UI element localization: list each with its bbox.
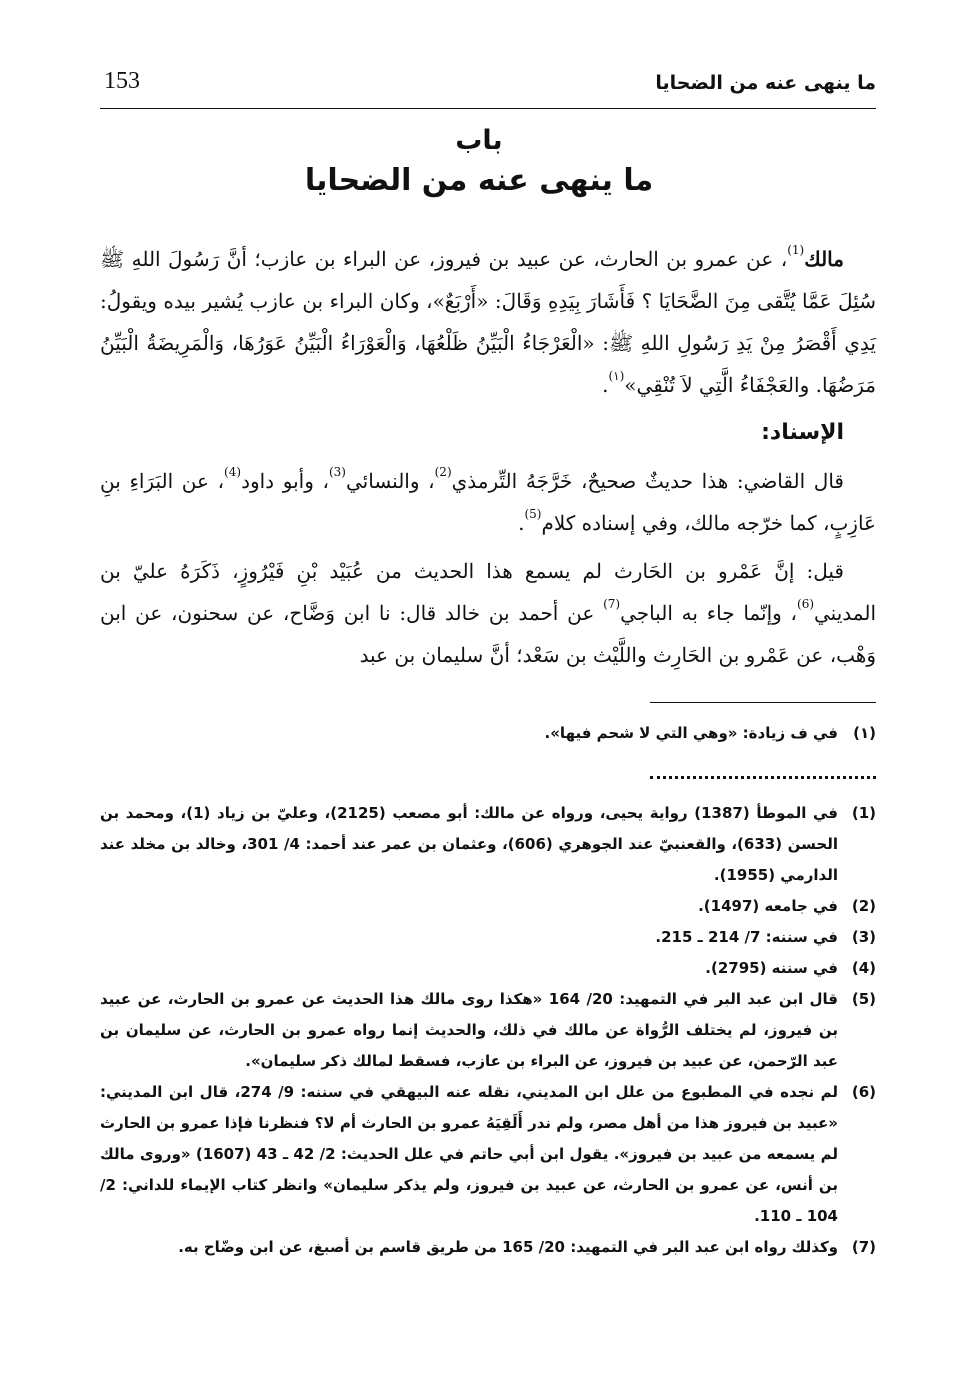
punctuation: . <box>518 511 525 535</box>
footnote-text: في جامعه (1497). <box>698 897 838 915</box>
commentary-text: ، عن البَرَاءِ بنِ عَازِبٍ، كما خرّجه مالك، وفي إسناده كلام <box>100 469 876 535</box>
footnote-ref[interactable]: (3) <box>328 465 346 480</box>
footnote-text: في ف زيادة: «وهي التي لا شحم فيها». <box>544 724 838 742</box>
footnote-item <box>100 953 876 984</box>
footnote-item <box>100 1232 876 1263</box>
footnote-number: (7) <box>851 1238 876 1256</box>
footnote-ref[interactable]: (4) <box>224 465 242 480</box>
footnote-text: في سننه (2795). <box>705 959 838 977</box>
source-footnotes <box>100 798 876 1263</box>
hadith-text: ، عن عمرو بن الحارث، عن عبيد بن فيروز، عن البراء بن عازب؛ أنَّ رَسُولَ اللهِ ﷺ سُئِلَ عَمَّا يُتَّقى مِنَ الضَّحَايَا ؟ فَأَشَارَ بِيَدِهِ وَقَالَ: «أَرْبَعٌ»، وكان البراء بن عازب يُشير بيده ويقولُ: يَدِي أَقْصَرُ مِنْ يَدِ رَسُولِ اللهِ ﷺ: «الْعَرْجَاءُ الْبَيِّنُ ظَلْعُهَا، وَالْعَوْرَاءُ الْبَيِّنُ عَوَرُهَا، وَالْمَرِيضَةُ الْبَيِّنُ مَرَضُهَا. والعَجْفَاءُ الَّتِي لاَ تُنْقِي» <box>100 247 876 397</box>
running-title: ما ينهى عنه من الضحايا <box>655 72 876 94</box>
chapter-label: باب <box>455 125 503 156</box>
footnote-number: (4) <box>851 959 876 977</box>
commentary-text: ، وإنّما جاء به الباجي <box>620 601 797 625</box>
hadith-paragraph <box>100 238 876 406</box>
footnote-item <box>100 1077 876 1232</box>
footnote-ref[interactable]: (5) <box>524 507 542 522</box>
dotted-divider <box>650 776 876 779</box>
footnote-text: في سننه: 7/ 214 ـ 215. <box>655 928 838 946</box>
commentary-text: قال القاضي: هذا حديثٌ صحيحٌ، خَرَّجَهُ التِّرمذي <box>451 469 844 493</box>
commentary-text: عن أحمد بن خالد قال: نا ابن وَضَّاح، عن سحنون، عن ابن وَهْب، عن عَمْرو بن الحَارِث واللَّيْث بن سَعْد؛ أنَّ سليمان بن عبد <box>100 601 876 667</box>
running-header <box>100 62 876 109</box>
footnote-number: (١) <box>853 724 876 742</box>
commentary-text: ، وأبو داود <box>241 469 329 493</box>
variant-footnotes <box>100 718 876 748</box>
footnote-text: في الموطأ (1387) رواية يحيى، ورواه عن مالك: أبو مصعب (2125)، وعليّ بن زياد (1)، ومحمد بن الحسن (633)، والقعنبيّ عند الجوهري (606)، وعثمان بن عمر عند أحمد: 4/ 301، وخالد بن مخلد عند الدارمي (1955). <box>100 804 839 884</box>
chapter-title: ما ينهى عنه من الضحايا <box>304 163 654 198</box>
footnote-number: (3) <box>851 928 876 946</box>
footnote-item <box>100 922 876 953</box>
footnote-item <box>100 891 876 922</box>
footnote-ref[interactable]: (6) <box>797 597 815 612</box>
footnote-item <box>100 984 876 1077</box>
footnote-item <box>100 718 876 748</box>
main-text <box>100 238 876 682</box>
footnote-item <box>100 798 876 891</box>
footnote-ref[interactable]: (2) <box>434 465 452 480</box>
isnad-heading: الإسناد: <box>761 420 844 445</box>
footnote-text: لم نجده في المطبوع من علل ابن المديني، نقله عنه البيهقي في سننه: 9/ 274، قال ابن المديني: «عبيد بن فيروز هذا من أهل مصر، ولم ندر أَلَقِيَهُ عمرو بن الحارث أم لا؟ فنظرنا فإذا عمرو بن الحارث لم يسمعه من عبيد بن فيروز». يقول ابن أبي حاتم في علل الحديث: 2/ 42 ـ 43 (1607) «وروى مالك بن أنس، عن عمرو بن الحارث، عن عبيد بن فيروز، ولم يذكر سليمان» وانظر كتاب الإيماء للداني: 2/ 104 ـ 110. <box>100 1083 839 1225</box>
commentary-text: قيل: إنَّ عَمْرو بن الحَارث لم يسمع هذا الحديث من عُبَيْد بْنِ فَيْرُوزٍ، ذَكَرَهُ عليّ بن المديني <box>100 559 876 625</box>
footnote-ref[interactable]: (7) <box>603 597 621 612</box>
commentary-text: ، والنسائي <box>345 469 435 493</box>
footnote-ref[interactable]: (١) <box>608 369 625 384</box>
footnote-number: (2) <box>851 897 876 915</box>
narrator-name: مالك <box>804 247 844 271</box>
footnote-text: قال ابن عبد البر في التمهيد: 20/ 164 «هكذا روى مالك هذا الحديث عن عمرو بن الحارث، عن عبيد بن فيروز، لم يختلف الرُّواة عن مالك في ذلك، والحديث إنما رواه عمرو بن الحارث، عن سليمان بن عبد الرّحمن، عن عبيد بن فيروز، عن البراء بن عازب، فسقط لمالك ذكر سليمان». <box>100 990 839 1070</box>
footnote-divider <box>650 702 876 703</box>
footnote-text: وكذلك رواه ابن عبد البر في التمهيد: 20/ 165 من طريق قاسم بن أصبغ، عن ابن وضّاح به. <box>178 1238 838 1256</box>
footnote-number: (1) <box>851 804 876 822</box>
footnote-number: (5) <box>851 990 876 1008</box>
footnote-ref[interactable]: (1) <box>787 243 805 258</box>
page-number: 153 <box>104 68 140 94</box>
punctuation: . <box>602 373 609 397</box>
footnote-number: (6) <box>851 1083 876 1101</box>
commentary-paragraph <box>100 550 876 676</box>
commentary-paragraph <box>100 460 876 544</box>
